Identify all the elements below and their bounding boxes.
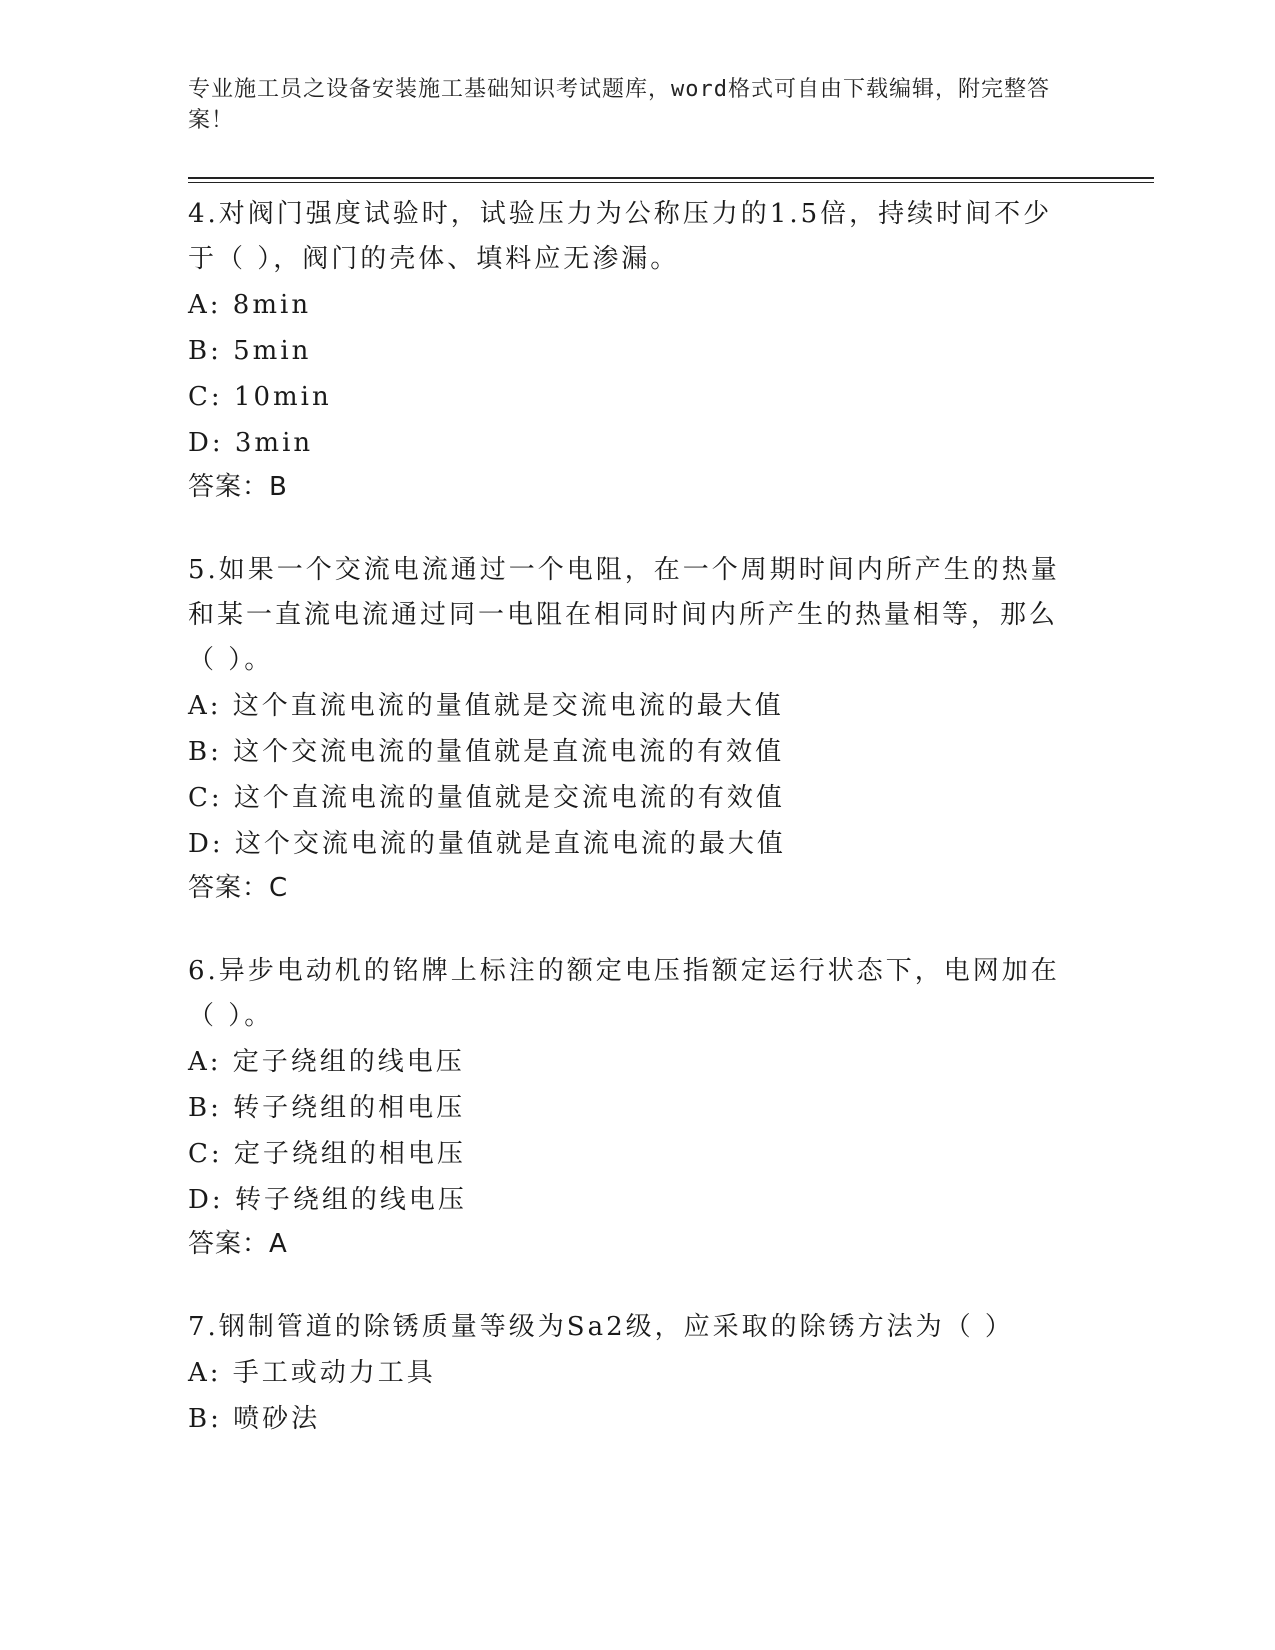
option-a: A: 定子绕组的线电压 bbox=[188, 1047, 465, 1077]
question-6 bbox=[188, 945, 1068, 1265]
header-divider bbox=[188, 177, 1154, 179]
option-b: B: 转子绕组的相电压 bbox=[188, 1093, 466, 1123]
document-header: 专业施工员之设备安装施工基础知识考试题库，word格式可自由下载编辑，附完整答案！ bbox=[188, 77, 1050, 133]
header-divider-thin bbox=[188, 182, 1154, 183]
question-stem: 6.异步电动机的铭牌上标注的额定电压指额定运行状态下，电网加在（ ）。 bbox=[188, 956, 1060, 1031]
question-4 bbox=[188, 188, 1068, 508]
question-7 bbox=[188, 1301, 1068, 1442]
option-d: D: 3min bbox=[188, 428, 314, 458]
option-a: A: 这个直流电流的量值就是交流电流的最大值 bbox=[188, 691, 784, 721]
option-b: B: 5min bbox=[188, 336, 312, 366]
option-b: B: 喷砂法 bbox=[188, 1404, 321, 1434]
option-d: D: 转子绕组的线电压 bbox=[188, 1185, 467, 1215]
option-c: C: 定子绕组的相电压 bbox=[188, 1139, 466, 1169]
option-d: D: 这个交流电流的量值就是直流电流的最大值 bbox=[188, 829, 786, 859]
question-stem: 4.对阀门强度试验时，试验压力为公称压力的1.5倍，持续时间不少于（ ），阀门的壳体、填料应无渗漏。 bbox=[188, 199, 1053, 274]
option-a: A: 手工或动力工具 bbox=[188, 1358, 436, 1388]
option-c: C: 这个直流电流的量值就是交流电流的有效值 bbox=[188, 783, 785, 813]
option-c: C: 10min bbox=[188, 382, 332, 412]
answer: 答案：A bbox=[188, 1229, 288, 1259]
option-b: B: 这个交流电流的量值就是直流电流的有效值 bbox=[188, 737, 785, 767]
question-5 bbox=[188, 544, 1068, 909]
answer: 答案：B bbox=[188, 472, 288, 502]
option-a: A: 8min bbox=[188, 290, 312, 320]
question-stem: 5.如果一个交流电流通过一个电阻，在一个周期时间内所产生的热量和某一直流电流通过同一电阻在相同时间内所产生的热量相等，那么（ ）。 bbox=[188, 555, 1060, 675]
question-stem: 7.钢制管道的除锈质量等级为Sa2级，应采取的除锈方法为（ ） bbox=[188, 1312, 1014, 1342]
answer: 答案：C bbox=[188, 873, 289, 903]
question-list bbox=[188, 188, 1068, 1442]
